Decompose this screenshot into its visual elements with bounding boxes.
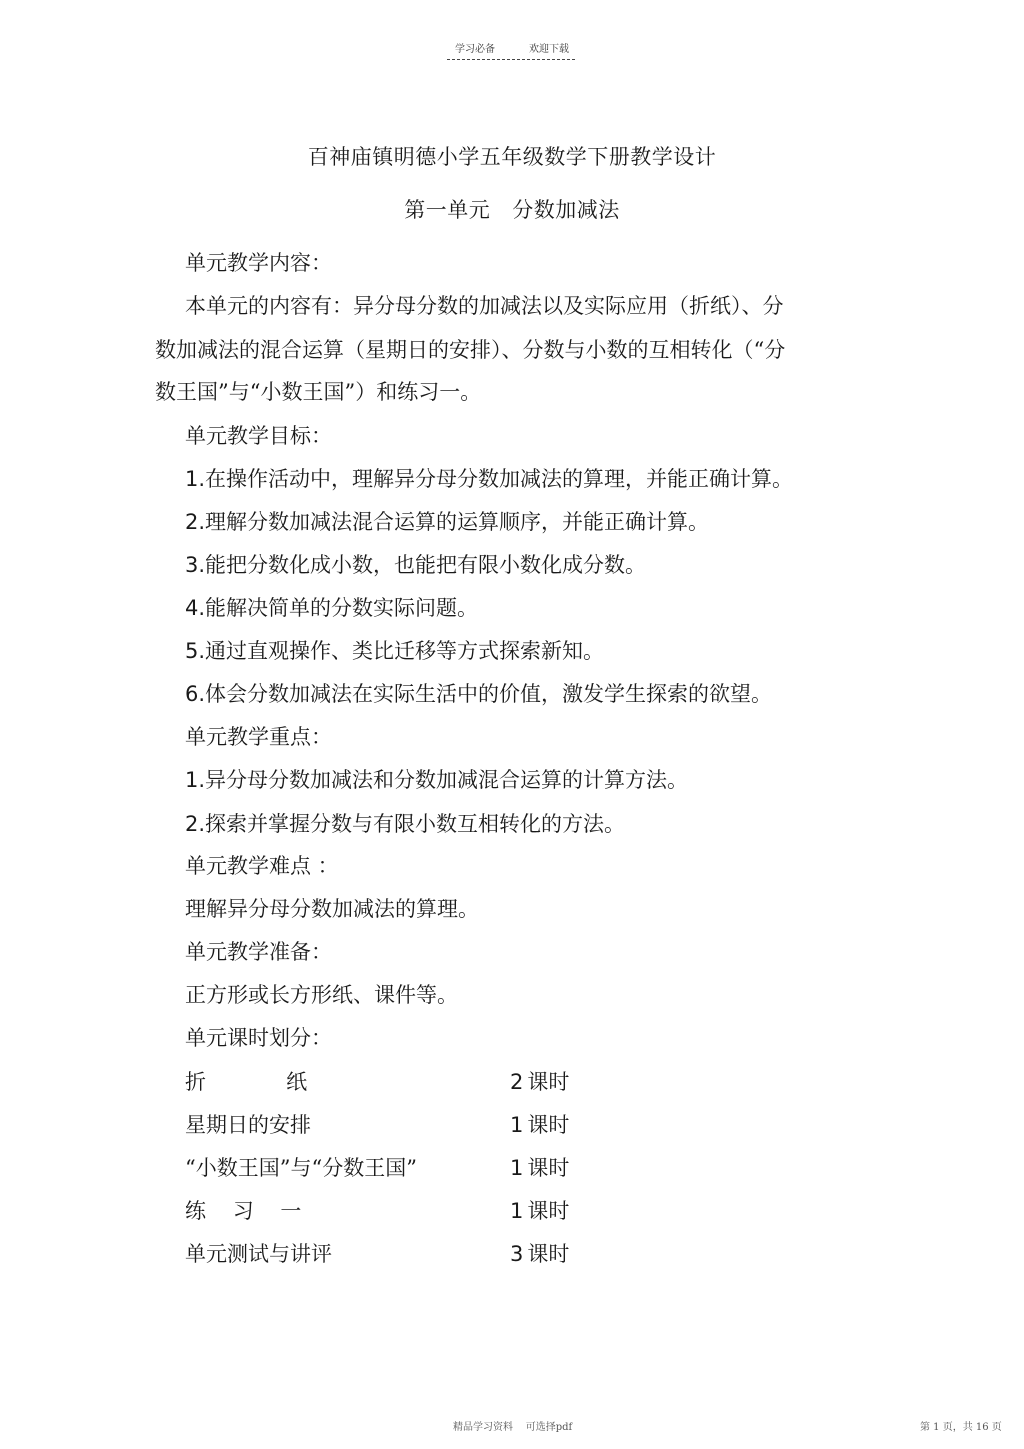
schedule-hours: 1 课时: [510, 1156, 570, 1180]
schedule-hours: 2 课时: [510, 1070, 570, 1094]
unit-name: 第一单元: [404, 198, 491, 222]
schedule-item: 单元测试与讲评: [185, 1242, 332, 1266]
schedule-item: 折 纸: [185, 1070, 308, 1094]
prep-heading: 单元教学准备：: [185, 940, 332, 964]
schedule-hours: 1 课时: [510, 1199, 570, 1223]
schedule-heading: 单元课时划分：: [185, 1026, 332, 1050]
keypoint-item: 2.探索并掌握分数与有限小数互相转化的方法。: [185, 812, 626, 836]
goal-item: 2.理解分数加减法混合运算的运算顺序，并能正确计算。: [185, 510, 710, 534]
goal-item: 4.能解决简单的分数实际问题。: [185, 596, 479, 620]
page-number: 第 1 页，共 16 页: [920, 1422, 1002, 1433]
goal-item: 3.能把分数化成小数，也能把有限小数化成分数。: [185, 553, 647, 577]
goal-item: 6.体会分数加减法在实际生活中的价值，激发学生探索的欲望。: [185, 682, 773, 706]
difficulty-heading: 单元教学难点 ：: [185, 854, 339, 878]
goal-item: 5.通过直观操作、类比迁移等方式探索新知。: [185, 639, 605, 663]
content-line: 本单元的内容有：异分母分数的加减法以及实际应用（折纸）、分: [185, 294, 784, 318]
schedule-item: 练 习 一: [185, 1199, 302, 1223]
content-heading: 单元教学内容：: [185, 251, 332, 275]
goal-item: 1.在操作活动中，理解异分母分数加减法的算理，并能正确计算。: [185, 467, 794, 491]
unit-title: [0, 194, 1024, 224]
schedule-hours: 1 课时: [510, 1113, 570, 1137]
header-left-text: 学习必备: [455, 44, 495, 55]
prep-text: 正方形或长方形纸、课件等。: [185, 983, 458, 1007]
schedule-hours: 3 课时: [510, 1242, 570, 1266]
header-dashed-rule: [447, 59, 575, 60]
unit-topic: 分数加减法: [512, 198, 620, 222]
keypoints-heading: 单元教学重点：: [185, 725, 332, 749]
schedule-item: “小数王国”与“分数王国”: [185, 1156, 417, 1180]
page-header: [0, 40, 1024, 55]
goals-heading: 单元教学目标：: [185, 424, 332, 448]
content-line: 数加减法的混合运算（星期日的安排）、分数与小数的互相转化（“分: [155, 338, 786, 362]
difficulty-text: 理解异分母分数加减法的算理。: [185, 897, 479, 921]
schedule-item: 星期日的安排: [185, 1113, 311, 1137]
footer-source-note: 精品学习资料 可选择pdf: [453, 1422, 573, 1433]
keypoint-item: 1.异分母分数加减法和分数加减混合运算的计算方法。: [185, 768, 689, 792]
header-right-text: 欢迎下载: [529, 44, 569, 55]
document-title: 百神庙镇明德小学五年级数学下册教学设计: [307, 145, 717, 169]
content-line: 数王国”与“小数王国”）和练习一。: [155, 380, 482, 404]
